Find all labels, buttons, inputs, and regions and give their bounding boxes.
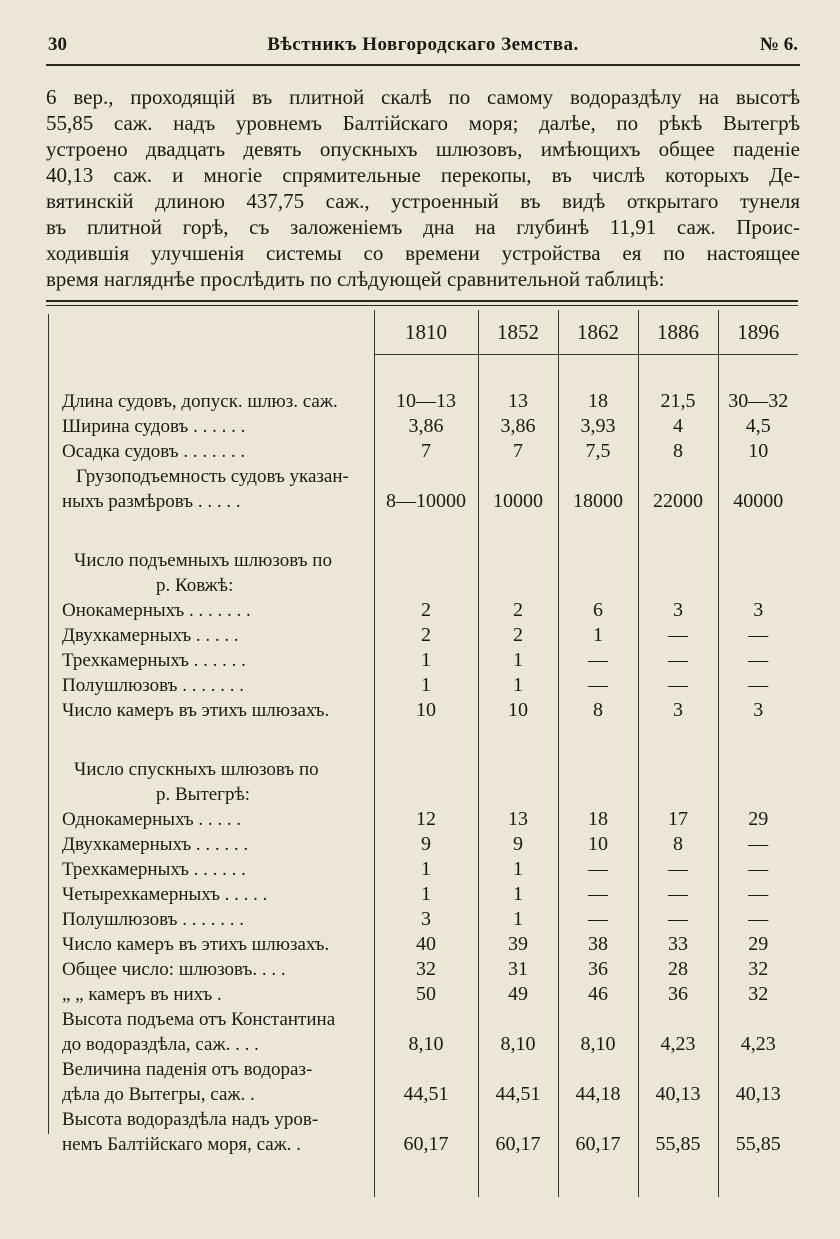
- value-cell-1896: —: [718, 648, 798, 673]
- row-label: Число камеръ въ этихъ шлюзахъ.: [62, 700, 330, 721]
- row-label: Общее число: шлюзовъ. . . .: [62, 959, 286, 980]
- row-label: Высота подъема отъ Константина: [62, 1009, 336, 1030]
- journal-title: Вѣстникъ Новгородскаго Земства.: [267, 34, 579, 55]
- value-cell-1886: [638, 1107, 718, 1132]
- value-cell-1886: —: [638, 648, 718, 673]
- table-row: [46, 698, 798, 723]
- spacer-row: [46, 355, 798, 390]
- value-cell-1852: 8,10: [478, 1032, 558, 1057]
- value-cell-1862: 46: [558, 982, 638, 1007]
- value-cell-1862: 36: [558, 957, 638, 982]
- table-row: [46, 807, 798, 832]
- year-header-1886: 1886: [638, 310, 718, 355]
- table-row: [46, 648, 798, 673]
- table-row: [46, 548, 798, 573]
- row-label: Число спускныхъ шлюзовъ по: [74, 759, 319, 780]
- table-top-rule-thin: [46, 305, 798, 306]
- header-blank-cell: [46, 310, 374, 355]
- value-cell-1896: 40000: [718, 489, 798, 514]
- spacer-row: [46, 723, 798, 757]
- value-cell-1886: [638, 1007, 718, 1032]
- row-label: Полушлюзовъ . . . . . . .: [62, 909, 244, 930]
- year-header-1862: 1862: [558, 310, 638, 355]
- value-cell-1886: 36: [638, 982, 718, 1007]
- value-cell-1886: —: [638, 882, 718, 907]
- value-cell-1896: 4,5: [718, 414, 798, 439]
- year-header-row: [46, 310, 798, 355]
- table-row: [46, 882, 798, 907]
- table-row: [46, 957, 798, 982]
- value-cell-1810: 50: [374, 982, 478, 1007]
- value-cell-1862: [558, 1107, 638, 1132]
- value-cell-1896: [718, 573, 798, 598]
- value-cell-1862: 18: [558, 807, 638, 832]
- value-cell-1862: —: [558, 648, 638, 673]
- value-cell-1810: 9: [374, 832, 478, 857]
- table-row: [46, 673, 798, 698]
- value-cell-1886: 8: [638, 439, 718, 464]
- value-cell-1852: 1: [478, 882, 558, 907]
- row-label: Двухкамерныхъ . . . . .: [62, 625, 239, 646]
- row-label: Число камеръ въ этихъ шлюзахъ.: [62, 934, 330, 955]
- value-cell-1810: 8,10: [374, 1032, 478, 1057]
- value-cell-1896: 29: [718, 807, 798, 832]
- value-cell-1862: 38: [558, 932, 638, 957]
- table-row: [46, 489, 798, 514]
- paragraph-line: 6 вер., проходящій въ плитной скалѣ по самому водораздѣлу на высотѣ: [46, 85, 800, 109]
- value-cell-1886: [638, 782, 718, 807]
- row-label: „ „ камеръ въ нихъ .: [62, 984, 222, 1005]
- value-cell-1852: [478, 757, 558, 782]
- value-cell-1886: [638, 1057, 718, 1082]
- value-cell-1896: —: [718, 907, 798, 932]
- table-row: [46, 1032, 798, 1057]
- value-cell-1810: [374, 1057, 478, 1082]
- value-cell-1886: 22000: [638, 489, 718, 514]
- value-cell-1852: 2: [478, 623, 558, 648]
- value-cell-1896: —: [718, 673, 798, 698]
- paragraph-line: время нагляднѣе прослѣдить по слѣдующей сравнительной таблицѣ:: [46, 267, 665, 291]
- row-label: Грузоподъемность судовъ указан-: [76, 466, 349, 487]
- value-cell-1862: 60,17: [558, 1132, 638, 1157]
- value-cell-1886: [638, 573, 718, 598]
- value-cell-1862: [558, 464, 638, 489]
- value-cell-1862: 18: [558, 389, 638, 414]
- value-cell-1886: 21,5: [638, 389, 718, 414]
- value-cell-1810: 40: [374, 932, 478, 957]
- row-label: Осадка судовъ . . . . . . .: [62, 441, 246, 462]
- value-cell-1896: —: [718, 623, 798, 648]
- value-cell-1886: 33: [638, 932, 718, 957]
- value-cell-1886: —: [638, 857, 718, 882]
- value-cell-1862: —: [558, 857, 638, 882]
- table-row: [46, 782, 798, 807]
- value-cell-1810: 10: [374, 698, 478, 723]
- table-row: [46, 832, 798, 857]
- table-row: [46, 907, 798, 932]
- row-label: Трехкамерныхъ . . . . . .: [62, 650, 246, 671]
- paragraph-line: ходившія улучшенія системы со времени устройства ея по настоящее: [46, 241, 800, 265]
- value-cell-1852: 31: [478, 957, 558, 982]
- value-cell-1886: [638, 757, 718, 782]
- value-cell-1852: 13: [478, 807, 558, 832]
- value-cell-1886: 28: [638, 957, 718, 982]
- value-cell-1886: 40,13: [638, 1082, 718, 1107]
- value-cell-1810: 7: [374, 439, 478, 464]
- value-cell-1852: 1: [478, 907, 558, 932]
- value-cell-1896: [718, 1107, 798, 1132]
- value-cell-1852: 3,86: [478, 414, 558, 439]
- value-cell-1862: 7,5: [558, 439, 638, 464]
- table-row: [46, 623, 798, 648]
- value-cell-1896: —: [718, 882, 798, 907]
- value-cell-1852: 10000: [478, 489, 558, 514]
- value-cell-1810: [374, 1007, 478, 1032]
- value-cell-1810: [374, 548, 478, 573]
- value-cell-1852: [478, 1057, 558, 1082]
- page-header: [46, 30, 800, 66]
- value-cell-1852: [478, 1107, 558, 1132]
- value-cell-1862: 3,93: [558, 414, 638, 439]
- table-row: [46, 982, 798, 1007]
- paragraph-line: въ плитной горѣ, съ заложеніемъ дна на глубинѣ 11,91 саж. Проис-: [46, 215, 800, 239]
- table-row: [46, 857, 798, 882]
- table-row: [46, 573, 798, 598]
- table-row: [46, 598, 798, 623]
- value-cell-1810: [374, 573, 478, 598]
- row-label: Однокамерныхъ . . . . .: [62, 809, 242, 830]
- row-label: Трехкамерныхъ . . . . . .: [62, 859, 246, 880]
- spacer-row: [46, 514, 798, 548]
- table-row: [46, 932, 798, 957]
- value-cell-1886: [638, 464, 718, 489]
- table-bottom-row: [46, 1157, 798, 1197]
- row-label: ныхъ размѣровъ . . . . .: [62, 491, 241, 512]
- value-cell-1852: [478, 782, 558, 807]
- value-cell-1886: 17: [638, 807, 718, 832]
- value-cell-1852: 1: [478, 648, 558, 673]
- value-cell-1862: [558, 1007, 638, 1032]
- value-cell-1810: 3: [374, 907, 478, 932]
- value-cell-1852: 60,17: [478, 1132, 558, 1157]
- value-cell-1862: 8: [558, 698, 638, 723]
- table-row: [46, 1107, 798, 1132]
- paragraph-line: устроено двадцать девять опускныхъ шлюзовъ, имѣющихъ общее паденіе: [46, 137, 800, 161]
- value-cell-1852: 13: [478, 389, 558, 414]
- value-cell-1862: [558, 757, 638, 782]
- comparison-table: [46, 310, 798, 1197]
- value-cell-1810: [374, 757, 478, 782]
- issue-number: № 6.: [759, 34, 798, 55]
- paragraph-line: 40,13 саж. и многіе спрямительные перекопы, въ числѣ которыхъ Де-: [46, 163, 800, 187]
- value-cell-1810: 1: [374, 857, 478, 882]
- row-label: Четырехкамерныхъ . . . . .: [62, 884, 268, 905]
- table-row: [46, 464, 798, 489]
- value-cell-1896: 29: [718, 932, 798, 957]
- value-cell-1862: —: [558, 882, 638, 907]
- row-label: Число подъемныхъ шлюзовъ по: [74, 550, 332, 571]
- value-cell-1810: 12: [374, 807, 478, 832]
- value-cell-1886: —: [638, 673, 718, 698]
- value-cell-1862: —: [558, 907, 638, 932]
- value-cell-1852: 1: [478, 857, 558, 882]
- value-cell-1852: 1: [478, 673, 558, 698]
- table-row: [46, 1132, 798, 1157]
- value-cell-1896: [718, 757, 798, 782]
- value-cell-1810: 2: [374, 623, 478, 648]
- value-cell-1810: 60,17: [374, 1132, 478, 1157]
- body-paragraph: [46, 84, 800, 292]
- value-cell-1896: [718, 1007, 798, 1032]
- value-cell-1810: [374, 464, 478, 489]
- value-cell-1886: 4: [638, 414, 718, 439]
- page-number: 30: [48, 34, 67, 55]
- table-row: [46, 1082, 798, 1107]
- row-label: Онокамерныхъ . . . . . . .: [62, 600, 251, 621]
- value-cell-1852: 2: [478, 598, 558, 623]
- value-cell-1810: 3,86: [374, 414, 478, 439]
- value-cell-1852: 44,51: [478, 1082, 558, 1107]
- table-row: [46, 757, 798, 782]
- row-label: дѣла до Вытегры, саж. .: [62, 1084, 255, 1105]
- row-label: Величина паденія отъ водораз-: [62, 1059, 313, 1080]
- paragraph-line: 55,85 саж. надъ уровнемъ Балтійскаго моря; далѣе, по рѣкѣ Вытегрѣ: [46, 111, 800, 135]
- value-cell-1886: 3: [638, 598, 718, 623]
- value-cell-1862: 6: [558, 598, 638, 623]
- value-cell-1896: [718, 464, 798, 489]
- row-label: немъ Балтійскаго моря, саж. .: [62, 1134, 302, 1155]
- value-cell-1862: 18000: [558, 489, 638, 514]
- row-label: Полушлюзовъ . . . . . . .: [62, 675, 244, 696]
- row-label: р. Вытегрѣ:: [156, 784, 251, 805]
- value-cell-1810: 2: [374, 598, 478, 623]
- value-cell-1862: 1: [558, 623, 638, 648]
- year-header-1896: 1896: [718, 310, 798, 355]
- table-row: [46, 439, 798, 464]
- value-cell-1896: 40,13: [718, 1082, 798, 1107]
- value-cell-1896: 55,85: [718, 1132, 798, 1157]
- value-cell-1862: 8,10: [558, 1032, 638, 1057]
- row-label: Двухкамерныхъ . . . . . .: [62, 834, 249, 855]
- value-cell-1896: 3: [718, 698, 798, 723]
- value-cell-1896: [718, 548, 798, 573]
- value-cell-1852: [478, 548, 558, 573]
- value-cell-1852: 10: [478, 698, 558, 723]
- value-cell-1852: 49: [478, 982, 558, 1007]
- value-cell-1886: 4,23: [638, 1032, 718, 1057]
- value-cell-1852: 9: [478, 832, 558, 857]
- value-cell-1896: [718, 1057, 798, 1082]
- value-cell-1896: 32: [718, 982, 798, 1007]
- value-cell-1886: 3: [638, 698, 718, 723]
- value-cell-1852: 7: [478, 439, 558, 464]
- row-label: до водораздѣла, саж. . . .: [62, 1034, 259, 1055]
- value-cell-1852: [478, 1007, 558, 1032]
- value-cell-1896: 30—32: [718, 389, 798, 414]
- value-cell-1896: 10: [718, 439, 798, 464]
- value-cell-1896: [718, 782, 798, 807]
- value-cell-1810: [374, 1107, 478, 1132]
- value-cell-1862: 44,18: [558, 1082, 638, 1107]
- value-cell-1896: 4,23: [718, 1032, 798, 1057]
- value-cell-1862: [558, 573, 638, 598]
- value-cell-1886: —: [638, 907, 718, 932]
- table-row: [46, 414, 798, 439]
- value-cell-1852: [478, 573, 558, 598]
- row-label: Длина судовъ, допуск. шлюз. саж.: [62, 391, 338, 412]
- paragraph-line: вятинскій длиною 437,75 саж., устроенный въ видѣ открытаго тунеля: [46, 189, 800, 213]
- value-cell-1886: 8: [638, 832, 718, 857]
- row-label: Высота водораздѣла надъ уров-: [62, 1109, 319, 1130]
- table-row: [46, 1057, 798, 1082]
- value-cell-1862: [558, 548, 638, 573]
- value-cell-1852: 39: [478, 932, 558, 957]
- row-label: Ширина судовъ . . . . . .: [62, 416, 246, 437]
- value-cell-1810: 8—10000: [374, 489, 478, 514]
- value-cell-1886: 55,85: [638, 1132, 718, 1157]
- value-cell-1810: 1: [374, 673, 478, 698]
- value-cell-1810: 44,51: [374, 1082, 478, 1107]
- row-label: р. Ковжѣ:: [156, 575, 234, 596]
- value-cell-1862: —: [558, 673, 638, 698]
- value-cell-1810: 32: [374, 957, 478, 982]
- value-cell-1886: [638, 548, 718, 573]
- table-row: [46, 389, 798, 414]
- value-cell-1896: —: [718, 857, 798, 882]
- value-cell-1810: [374, 782, 478, 807]
- table-row: [46, 1007, 798, 1032]
- value-cell-1852: [478, 464, 558, 489]
- value-cell-1886: —: [638, 623, 718, 648]
- value-cell-1862: [558, 782, 638, 807]
- value-cell-1862: [558, 1057, 638, 1082]
- value-cell-1896: 3: [718, 598, 798, 623]
- value-cell-1896: —: [718, 832, 798, 857]
- value-cell-1810: 1: [374, 648, 478, 673]
- year-header-1810: 1810: [374, 310, 478, 355]
- year-header-1852: 1852: [478, 310, 558, 355]
- value-cell-1810: 10—13: [374, 389, 478, 414]
- value-cell-1810: 1: [374, 882, 478, 907]
- value-cell-1862: 10: [558, 832, 638, 857]
- table-top-rule: [46, 300, 798, 302]
- value-cell-1896: 32: [718, 957, 798, 982]
